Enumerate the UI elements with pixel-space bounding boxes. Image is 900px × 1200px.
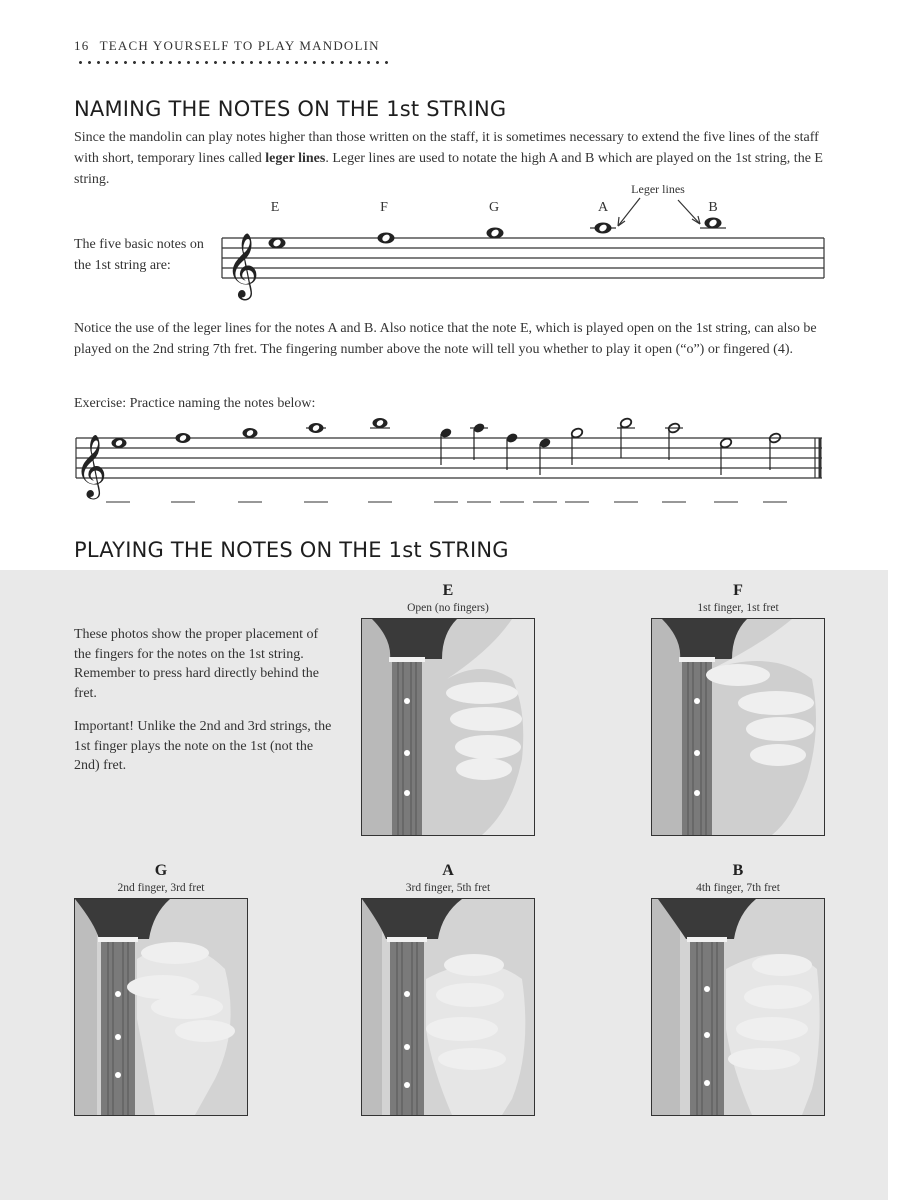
whole-note-f [378,233,395,244]
photo-note-name: G [154,862,168,879]
intro-text-a: Since the mandolin can play notes higher than those written on the staff, it is sometimes necessary to extend the five lines of the staff with short, temporary lines called [74,130,819,166]
note-label-f: F [380,200,388,215]
exercise-note-13 [719,437,732,475]
photo-note-a [361,862,535,1116]
photo-caption: 4th finger, 7th fret [696,882,780,894]
treble-clef-2: 𝄞 [75,434,107,497]
whole-note-g [487,228,504,239]
whole-note-a [595,223,612,234]
photo-note-name: A [442,862,454,879]
exercise-note-7 [472,422,485,460]
photo-caption: 3rd finger, 5th fret [405,882,491,894]
fingering-photo [651,898,825,1116]
exercise-label: Exercise: Practice naming the notes below: [74,396,316,411]
exercise-note-4 [309,423,324,433]
description-paragraph-2: Important! Unlike the 2nd and 3rd strings, the 1st finger plays the note on the 1st (not the 2nd) fret. [74,719,332,773]
whole-note-e [269,238,286,249]
intro-text-b: . Leger lines are used to notate the high A and B which are played on the 1st string, the E string. [74,151,823,187]
leger-arrow-left [618,198,640,226]
fingering-photo [651,618,825,836]
leger-notes-paragraph: Notice the use of the leger lines for the notes A and B. Also notice that the note E, which is played open on the 1st string, can also be played on the 2nd string 7th fret. The fingering number above the note will tell you whether to play it open (“o”) or fingered (4). [74,321,817,357]
whole-note-b [705,218,722,229]
photo-caption: Open (no fingers) [407,602,489,614]
exercise-note-2 [176,433,191,443]
photo-note-f [651,582,825,836]
music-staves [0,0,900,540]
photo-note-name: B [732,862,744,879]
leger-lines-label: Leger lines [631,182,685,196]
leger-arrow-right [678,200,700,224]
exercise-note-3 [243,428,258,438]
note-label-a: A [597,200,609,215]
note-label-b: B [708,200,718,215]
leger-lines-term: leger lines [265,151,326,166]
note-label-g: G [488,200,500,215]
page-number: 16 [74,38,90,53]
exercise-note-8 [505,432,518,470]
photo-note-name: E [442,582,454,599]
section-title-playing: PLAYING THE NOTES ON THE 1st STRING [74,538,509,562]
staff-1 [222,238,824,278]
fingering-photo [361,898,535,1116]
fingering-photo [361,618,535,836]
description-paragraph-1: These photos show the proper placement of the fingers for the notes on the 1st string. Remember to press hard directly behind the fret. [74,627,319,701]
photo-note-e [361,582,535,836]
note-label-e: E [270,200,280,215]
book-title: TEACH YOURSELF TO PLAY MANDOLIN [99,38,380,53]
photo-caption: 1st finger, 1st fret [697,602,779,614]
photo-caption: 2nd finger, 3rd fret [117,882,205,894]
exercise-note-5 [373,418,388,428]
basic-notes-label: The five basic notes on the 1st string are: [74,237,204,273]
exercise-note-10 [570,427,583,465]
treble-clef-1: 𝄞 [226,233,260,298]
staff-2 [76,438,822,478]
exercise-note-6 [439,427,452,465]
exercise-note-1 [112,438,127,448]
photo-description [74,625,334,790]
photo-note-name: F [733,582,743,599]
section-title-naming: NAMING THE NOTES ON THE 1st STRING [74,97,507,121]
photo-note-b [651,862,825,1116]
exercise-note-9 [538,437,551,475]
fingering-photo [74,898,248,1116]
photo-note-g [74,862,248,1116]
